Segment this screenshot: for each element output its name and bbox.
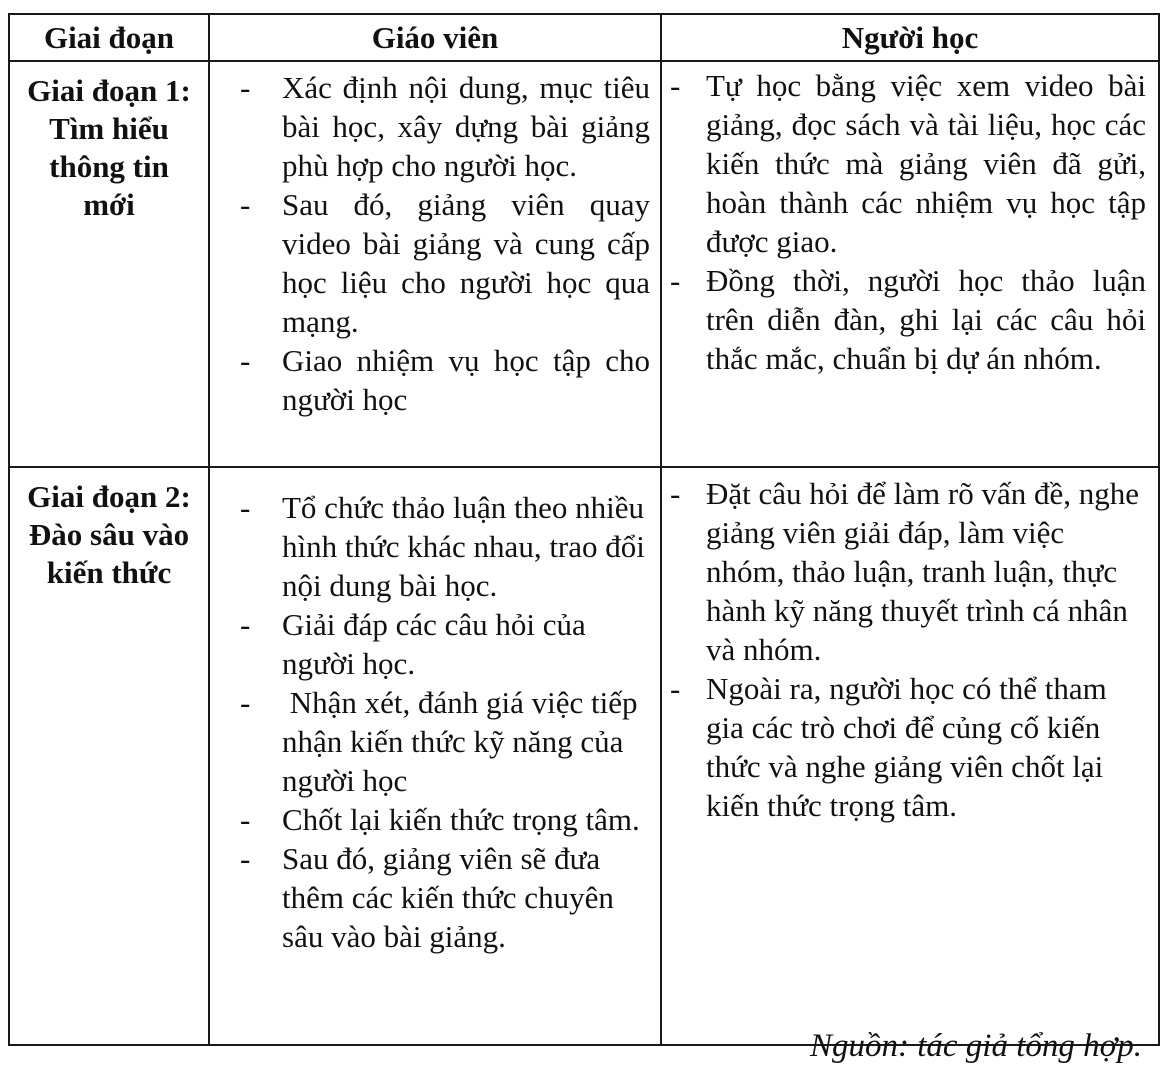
teacher-activity-text: Tổ chức thảo luận theo nhiều hình thức khác nhau, trao đổi nội dung bài học. (282, 490, 645, 603)
stage-title-line: Giai đoạn 2: (27, 479, 191, 514)
dash-bullet: - (240, 841, 251, 876)
stage-title-line: Đào sâu vào (28, 517, 190, 552)
list-item (210, 185, 660, 341)
learner-cell (661, 467, 1159, 1045)
dash-bullet: - (240, 187, 251, 222)
source-note: Nguồn: tác giả tổng hợp. (809, 1028, 1142, 1064)
dash-bullet: - (240, 70, 251, 105)
list-item (210, 68, 660, 185)
list-item (662, 66, 1158, 261)
teacher-activity-text: Giao nhiệm vụ học tập cho người học (282, 343, 650, 417)
learner-activity-text: Đồng thời, người học thảo luận trên diễn đàn, ghi lại các câu hỏi thắc mắc, chuẩn bị dự án nhóm. (706, 263, 1146, 376)
stage-title-line: Tìm hiểu (49, 111, 169, 146)
learner-activity-text: Ngoài ra, người học có thể tham gia các trò chơi để củng cố kiến thức và nghe giảng viên chốt lại kiến thức trọng tâm. (706, 671, 1107, 823)
stage-cell (9, 61, 209, 467)
table-header-row (9, 14, 1159, 61)
stage-cell (9, 467, 209, 1045)
header-teacher: Giáo viên (209, 14, 661, 61)
teacher-activity-text: Xác định nội dung, mục tiêu bài học, xây dựng bài giảng phù hợp cho người học. (282, 70, 650, 183)
stage-title-line: thông tin (49, 149, 169, 184)
dash-bullet: - (670, 671, 681, 706)
dash-bullet: - (240, 802, 251, 837)
list-item (662, 669, 1158, 825)
dash-bullet: - (670, 68, 681, 103)
dash-bullet: - (670, 263, 681, 298)
learner-activity-list (662, 66, 1158, 378)
list-item (662, 474, 1158, 669)
teacher-activity-text: Chốt lại kiến thức trọng tâm. (282, 802, 640, 837)
teacher-activity-text: Giải đáp các câu hỏi của người học. (282, 607, 586, 681)
stage-title-line: Giai đoạn 1: (27, 73, 191, 108)
teacher-activity-list (210, 488, 660, 956)
teacher-activity-list (210, 68, 660, 419)
dash-bullet: - (240, 685, 251, 720)
learner-activity-list (662, 474, 1158, 825)
table-row-stage-2 (9, 467, 1159, 1045)
list-item (210, 839, 660, 956)
stage-title-line: kiến thức (46, 555, 172, 590)
list-item (210, 683, 660, 800)
list-item (210, 341, 660, 419)
teacher-activity-text: Sau đó, giảng viên quay video bài giảng và cung cấp học liệu cho người học qua mạng. (282, 187, 650, 339)
dash-bullet: - (240, 490, 251, 525)
header-learner: Người học (661, 14, 1159, 61)
learner-activity-text: Đặt câu hỏi để làm rõ vấn đề, nghe giảng viên giải đáp, làm việc nhóm, thảo luận, tranh luận, thực hành kỹ năng thuyết trình cá nhân và nhóm. (706, 476, 1139, 667)
teacher-activity-text: Sau đó, giảng viên sẽ đưa thêm các kiến thức chuyên sâu vào bài giảng. (282, 841, 614, 954)
header-stage: Giai đoạn (9, 14, 209, 61)
table-row-stage-1 (9, 61, 1159, 467)
learning-stages-table (8, 13, 1160, 1046)
list-item (210, 800, 660, 839)
dash-bullet: - (240, 343, 251, 378)
teacher-cell (209, 467, 661, 1045)
teacher-activity-text: Nhận xét, đánh giá việc tiếp nhận kiến thức kỹ năng của người học (282, 685, 646, 798)
list-item (210, 488, 660, 605)
stage-title-line: mới (83, 187, 135, 222)
teacher-cell (209, 61, 661, 467)
dash-bullet: - (240, 607, 251, 642)
list-item (662, 261, 1158, 378)
list-item (210, 605, 660, 683)
learner-activity-text: Tự học bằng việc xem video bài giảng, đọc sách và tài liệu, học các kiến thức mà giảng viên đã gửi, hoàn thành các nhiệm vụ học tập được giao. (706, 68, 1146, 259)
learner-cell (661, 61, 1159, 467)
dash-bullet: - (670, 476, 681, 511)
